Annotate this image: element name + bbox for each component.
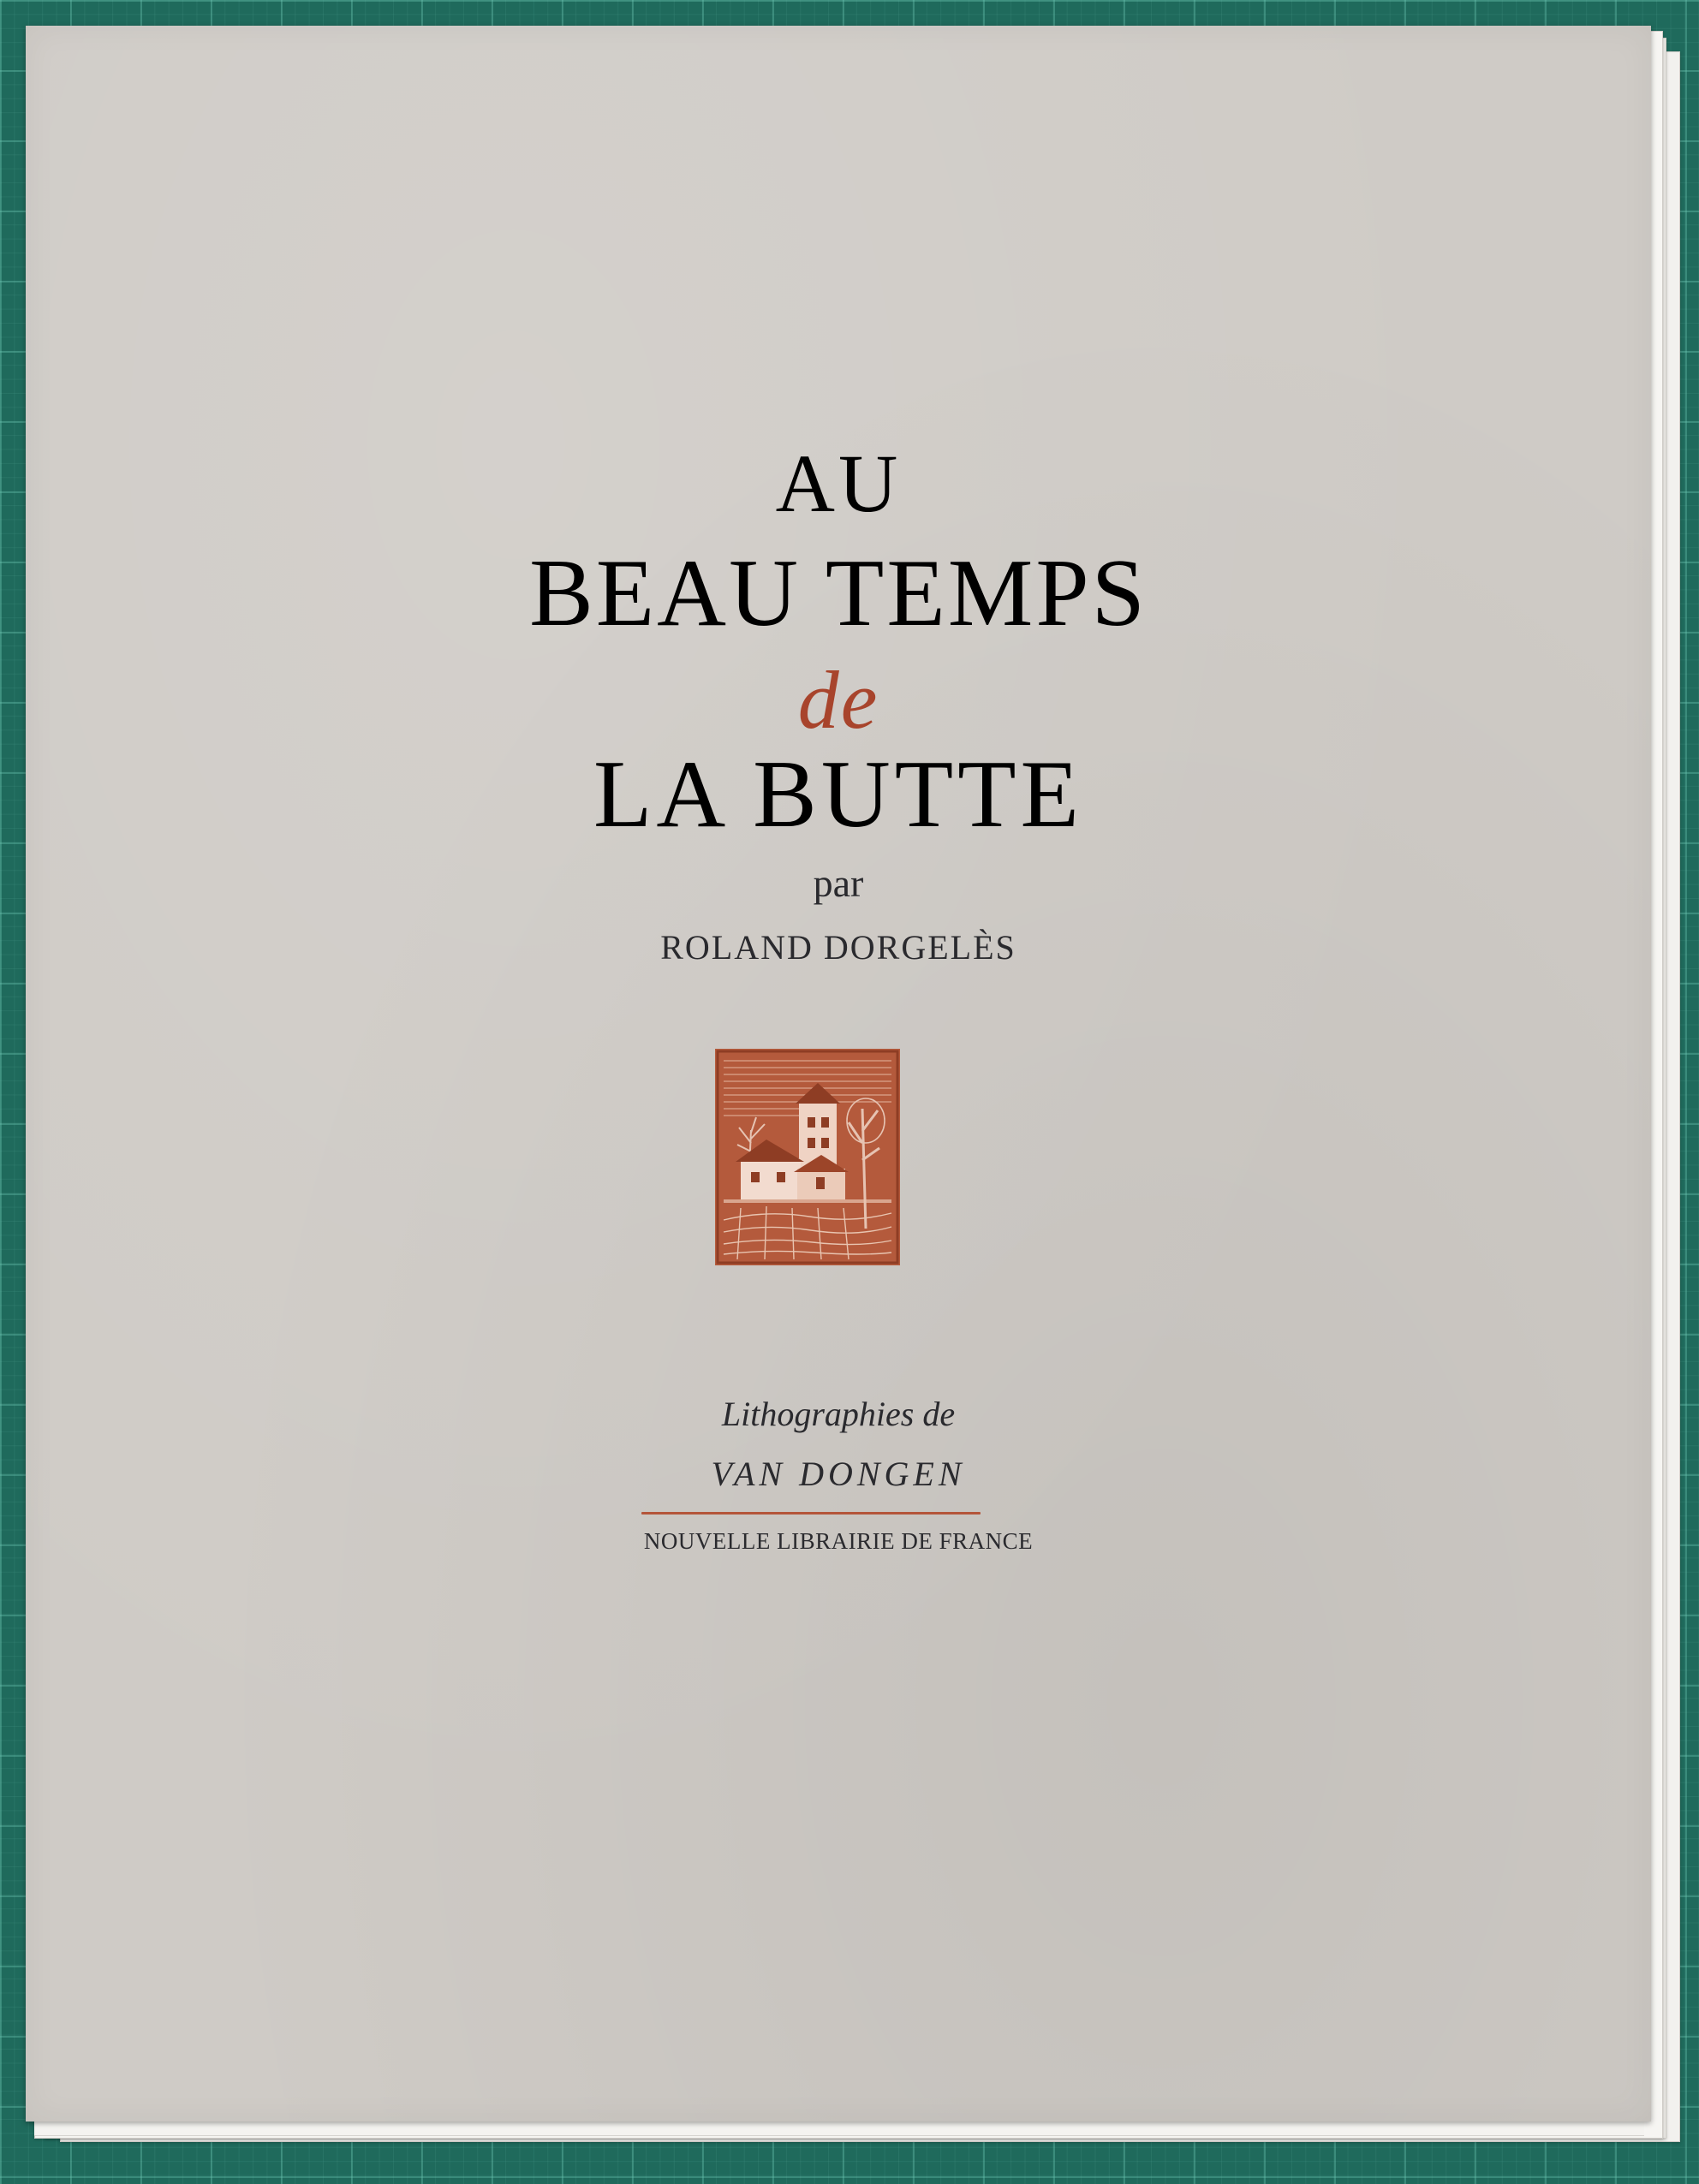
book-cover: [26, 26, 1651, 2122]
author-name: ROLAND DORGELÈS: [660, 928, 1016, 967]
divider: [641, 1512, 981, 1515]
title-line-1: AU: [775, 437, 902, 529]
woodcut-village-street-icon: [715, 1049, 900, 1265]
artist-name: VAN DONGEN: [711, 1455, 966, 1493]
publisher-name: NOUVELLE LIBRAIRIE DE FRANCE: [643, 1528, 1034, 1554]
title-line-4: LA BUTTE: [593, 741, 1083, 848]
illustration-label: Lithographies de: [721, 1395, 956, 1433]
by-text: par: [813, 861, 864, 905]
title-line-3: de: [797, 654, 879, 746]
title-line-2: BEAU TEMPS: [529, 540, 1148, 646]
page-edge: [34, 2122, 1644, 2136]
